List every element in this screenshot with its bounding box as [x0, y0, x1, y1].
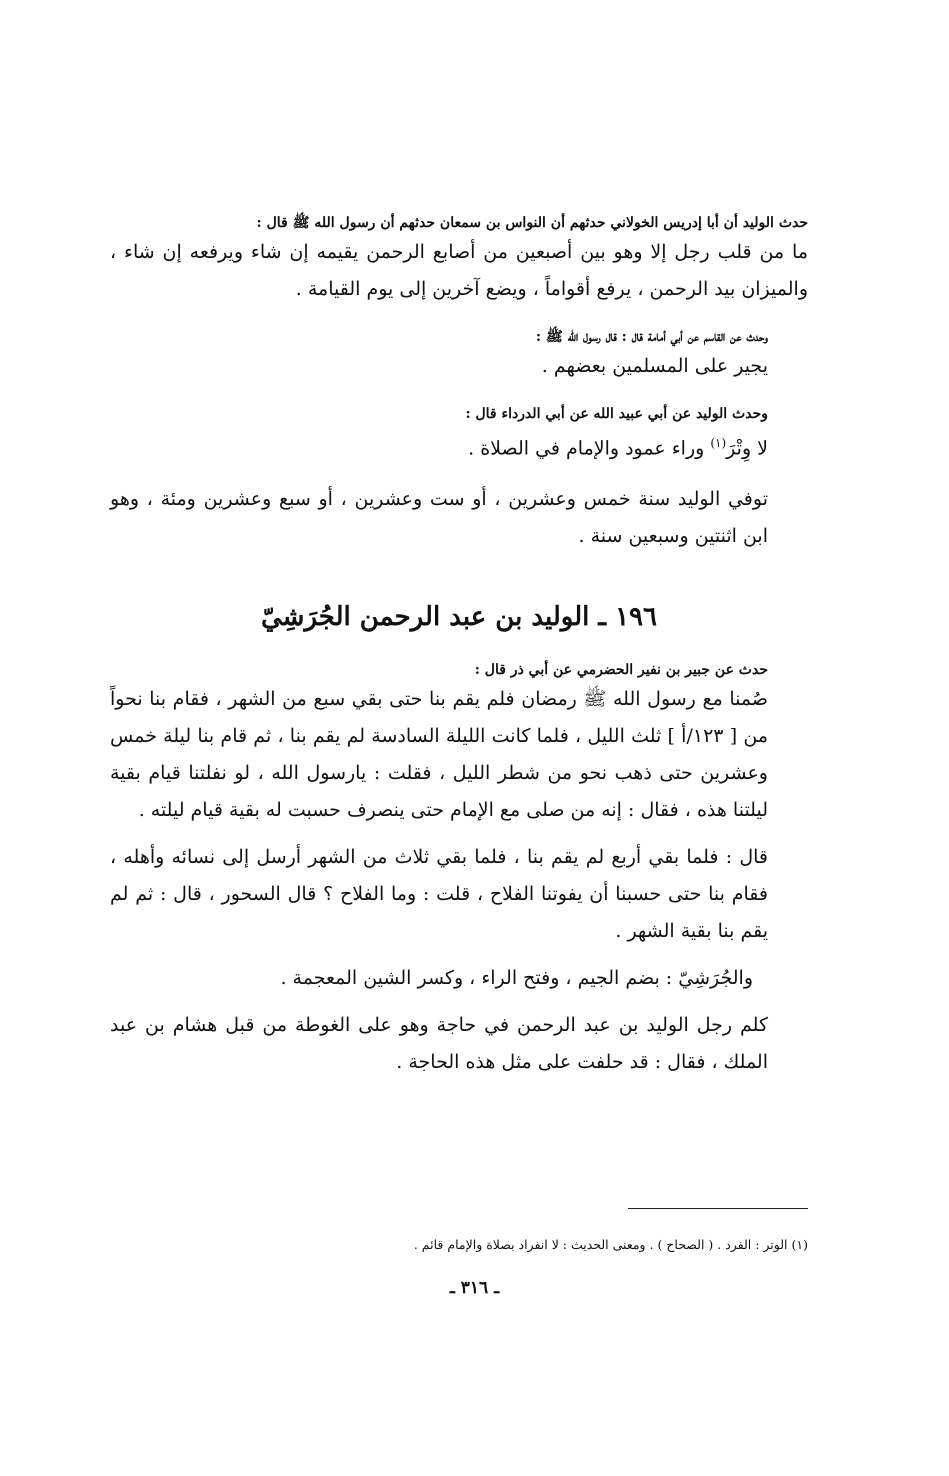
- hadith-text-2: يجير على المسلمين بعضهم .: [541, 355, 768, 377]
- hadith-text-5: صُمنا مع رسول الله ﷺ رمضان فلم يقم بنا حتى بقي سبع من الشهر ، فقام بنا نحواً من [ ١٢٣/أ ] ثلث الليل ، فلما كانت الليلة السادسة لم يقم بنا ، ثم قام بنا ليلة خمس وعشرين حتى ذهب نحو من شطر الليل ، فقلت : يارسول الله ، لو نفلتنا قيام بقية ليلتنا هذه ، فقال : إنه من صلى مع الإمام حتى ينصرف حسبت له بقية قيام ليلته .: [110, 688, 769, 822]
- hadith-text-1: ما من قلب رجل إلا وهو بين أصبعين من أصابع الرحمن يقيمه إن شاء ويرفعه إن شاء ، والميزان بيد الرحمن ، يرفع أقواماً ، ويضع آخرين إلى يوم القيامة .: [110, 241, 808, 300]
- page-body: [110, 212, 808, 1081]
- hadith-text-3-start: لا وِتْرَ: [726, 437, 768, 460]
- isnad-5: حدث عن جبير بن نفير الحضرمي عن أبي ذر قال :: [474, 662, 768, 679]
- page-number: ـ ٣١٦ ـ: [449, 1278, 500, 1298]
- isnad-2: وحدث عن القاسم عن أبي أمامة قال : قال رسول الله ﷺ :: [535, 329, 768, 345]
- death-note: توفي الوليد سنة خمس وعشرين ، أو ست وعشرين ، أو سبع وعشرين ومئة ، وهو ابن اثنتين وسبعين سنة .: [110, 488, 768, 548]
- hadith-text-3: [110, 425, 808, 467]
- hadith-text-6: قال : فلما بقي أربع لم يقم بنا ، فلما بقي ثلاث من الشهر أرسل إلى نسائه وأهله ، فقام بنا حتى حسبنا أن يفوتنا الفلاح ، قلت : وما الفلاح ؟ قال السحور ، قال : ثم لم يقم بنا بقية الشهر .: [110, 846, 768, 943]
- anecdote-text: كلم رجل الوليد بن عبد الرحمن في حاجة وهو على الغوطة من قبل هشام بن عبد الملك ، فقال : قد حلفت على مثل هذه الحاجة .: [110, 1014, 768, 1074]
- entry-heading: ١٩٦ ـ الوليد بن عبد الرحمن الجُرَشِيّ: [261, 602, 657, 633]
- isnad-3: وحدث الوليد عن أبي عبيد الله عن أبي الدرداء قال :: [465, 406, 768, 422]
- isnad-1: حدث الوليد أن أبا إدريس الخولاني حدثهم أن النواس بن سمعان حدثهم أن رسول الله ﷺ قال :: [256, 215, 808, 231]
- hadith-text-3-end: وراء عمود والإمام في الصلاة .: [468, 437, 711, 460]
- footnote: (١) الوتر : الفرد . ( الصحاح ) . ومعنى الحديث : لا انفراد بصلاة والإمام قائم .: [413, 1237, 808, 1252]
- footnote-ref: (١): [710, 436, 727, 450]
- footnote-divider: [628, 1208, 808, 1209]
- name-vocalization-note: والجُرَشِيّ : بضم الجيم ، وفتح الراء ، وكسر الشين المعجمة .: [280, 967, 753, 990]
